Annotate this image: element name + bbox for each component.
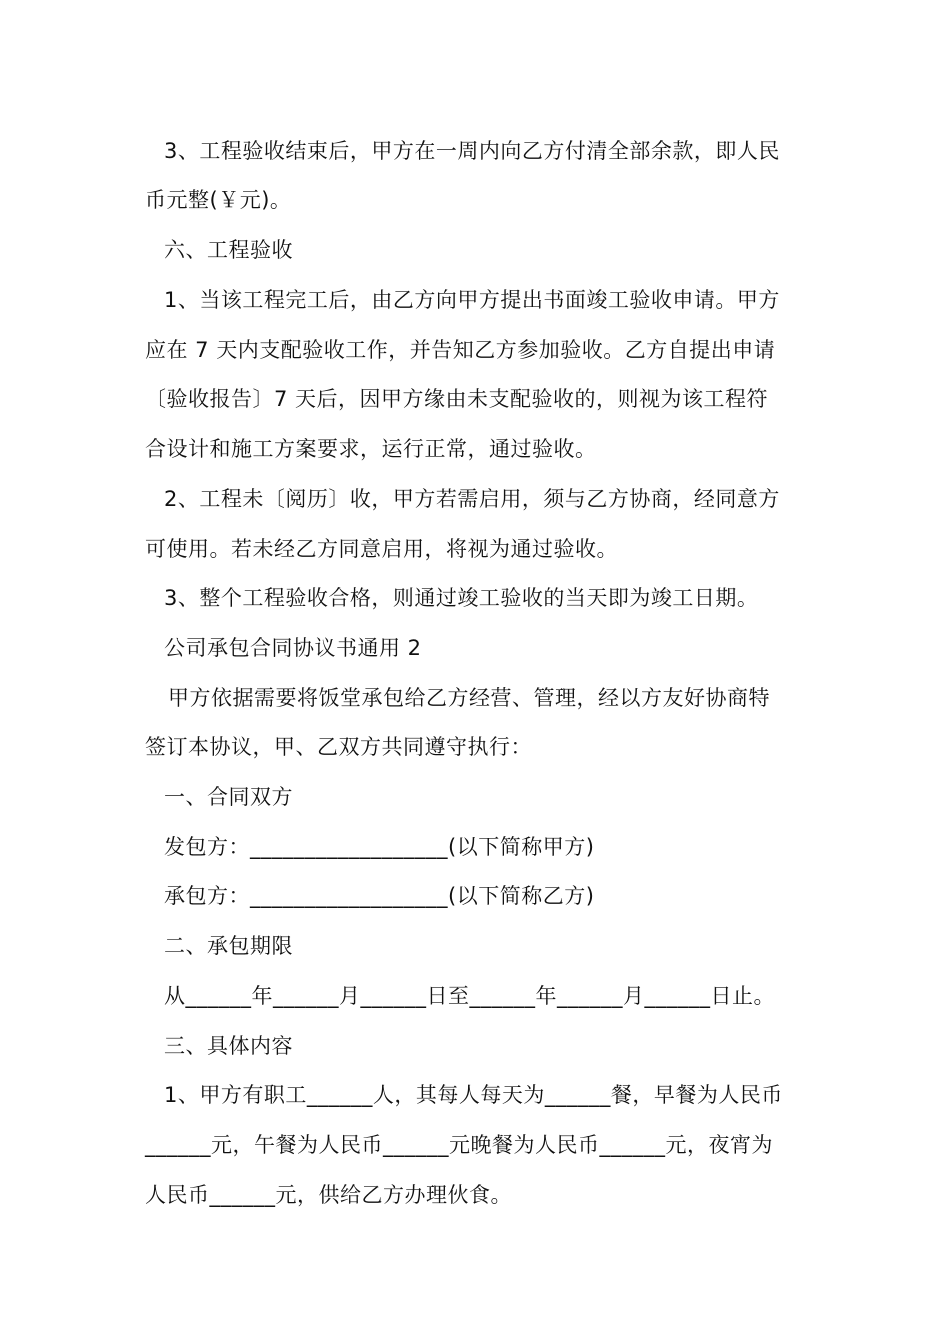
text-line: 〔验收报告〕7 天后，因甲方缘由未支配验收的，则视为该工程符	[145, 387, 769, 411]
section-heading: 六、工程验收	[164, 238, 293, 262]
text-line: 3、整个工程验收合格，则通过竣工验收的当天即为竣工日期。	[164, 586, 759, 610]
text-line: 3、工程验收结束后，甲方在一周内向乙方付清全部余款，即人民	[164, 139, 780, 163]
text-line: 甲方依据需要将饭堂承包给乙方经营、管理，经以方友好协商特	[168, 686, 770, 710]
text-line: 发包方：__________________(以下简称甲方)	[164, 835, 595, 859]
text-line: 从______年______月______日至______年______月______日止。	[164, 984, 775, 1008]
section-heading: 三、具体内容	[164, 1034, 293, 1058]
text-line: 1、甲方有职工______人，其每人每天为______餐，早餐为人民币	[164, 1083, 783, 1107]
text-line: ______元，午餐为人民币______元晚餐为人民币______元，夜宵为	[145, 1133, 773, 1157]
document-title: 公司承包合同协议书通用 2	[164, 636, 422, 660]
text-line: 合设计和施工方案要求，运行正常，通过验收。	[145, 437, 597, 461]
text-line: 2、工程未〔阅历〕收，甲方若需启用，须与乙方协商，经同意方	[164, 487, 780, 511]
text-line: 承包方：__________________(以下简称乙方)	[164, 884, 595, 908]
section-heading: 一、合同双方	[164, 785, 293, 809]
text-line: 人民币______元，供给乙方办理伙食。	[145, 1183, 512, 1207]
text-line: 签订本协议，甲、乙双方共同遵守执行：	[145, 735, 532, 759]
text-line: 币元整(￥元)。	[145, 188, 292, 212]
text-line: 可使用。若未经乙方同意启用，将视为通过验收。	[145, 537, 618, 561]
text-line: 1、当该工程完工后，由乙方向甲方提出书面竣工验收申请。甲方	[164, 288, 780, 312]
text-line: 应在 7 天内支配验收工作，并告知乙方参加验收。乙方自提出申请	[145, 338, 776, 362]
section-heading: 二、承包期限	[164, 934, 293, 958]
